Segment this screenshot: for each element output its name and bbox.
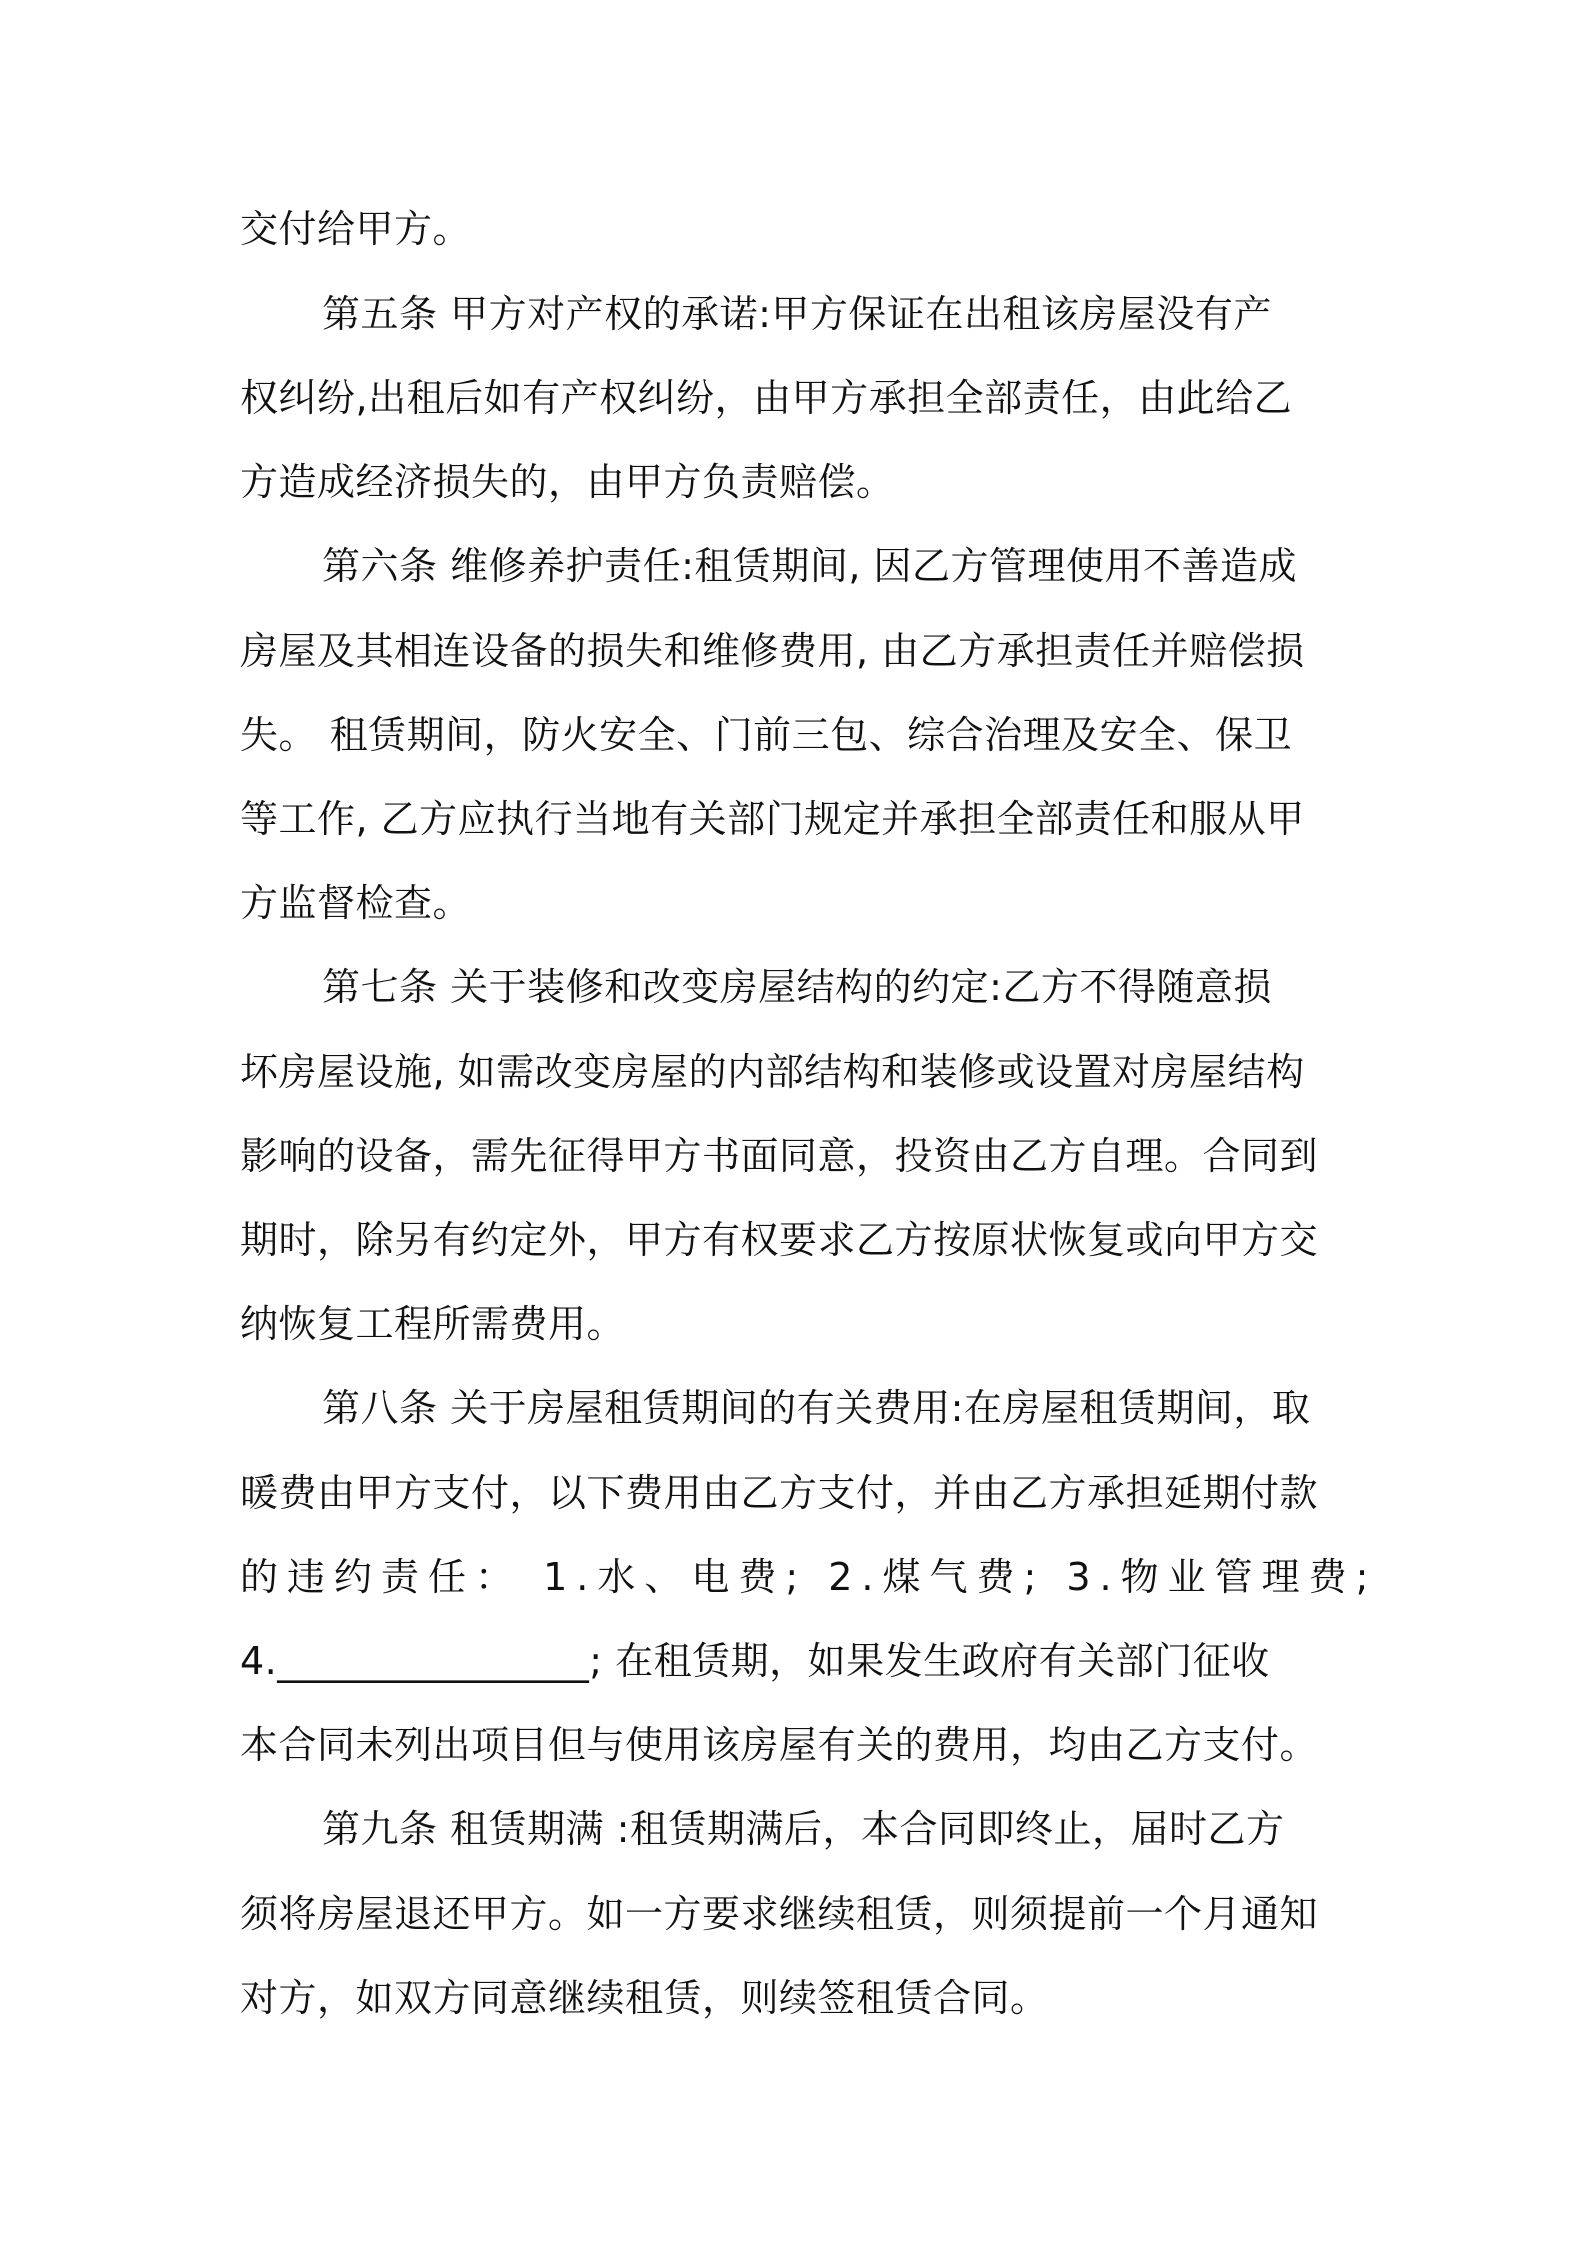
text-line: 权纠纷,出租后如有产权纠纷，由甲方承担全部责任，由此给乙 [240, 376, 1293, 420]
text-line: 房屋及其相连设备的损失和维修费用, 由乙方承担责任并赔偿损 [240, 629, 1305, 673]
text-line: 等工作, 乙方应执行当地有关部门规定并承担全部责任和服从甲 [240, 797, 1305, 841]
text-line: 方造成经济损失的，由甲方负责赔偿。 [240, 460, 895, 504]
article-6-heading-line: 第六条 维修养护责任:租赁期间, 因乙方管理使用不善造成 [322, 544, 1298, 588]
text-line: 期时，除另有约定外，甲方有权要求乙方按原状恢复或向甲方交 [240, 1218, 1319, 1262]
article-8-heading-line: 第八条 关于房屋租赁期间的有关费用:在房屋租赁期间，取 [322, 1386, 1311, 1430]
text-line: 须将房屋退还甲方。如一方要求继续租赁，则须提前一个月通知 [240, 1892, 1319, 1936]
article-5-heading-line: 第五条 甲方对产权的承诺:甲方保证在出租该房屋没有产 [322, 292, 1272, 336]
text-line: 交付给甲方。 [240, 207, 472, 251]
text-line: 失。 租赁期间，防火安全、门前三包、综合治理及安全、保卫 [240, 713, 1293, 757]
text-line: 方监督检查。 [240, 881, 472, 925]
article-7-heading-line: 第七条 关于装修和改变房屋结构的约定:乙方不得随意损 [322, 965, 1272, 1009]
article-9-heading-line: 第九条 租赁期满 :租赁期满后，本合同即终止，届时乙方 [322, 1807, 1285, 1851]
text-line: 4.________________; 在租赁期，如果发生政府有关部门征收 [240, 1639, 1270, 1683]
text-line: 本合同未列出项目但与使用该房屋有关的费用，均由乙方支付。 [240, 1723, 1319, 1767]
text-line: 对方，如双方同意继续租赁，则续签租赁合同。 [240, 1976, 1049, 2020]
text-line: 纳恢复工程所需费用。 [240, 1302, 626, 1346]
text-line: 暖费由甲方支付，以下费用由乙方支付，并由乙方承担延期付款 [240, 1471, 1319, 1515]
text-line: 的违约责任： 1.水、电费; 2.煤气费; 3.物业管理费; [240, 1555, 1378, 1599]
text-line: 影响的设备，需先征得甲方书面同意，投资由乙方自理。合同到 [240, 1134, 1319, 1178]
text-line: 坏房屋设施, 如需改变房屋的内部结构和装修或设置对房屋结构 [240, 1050, 1305, 1094]
